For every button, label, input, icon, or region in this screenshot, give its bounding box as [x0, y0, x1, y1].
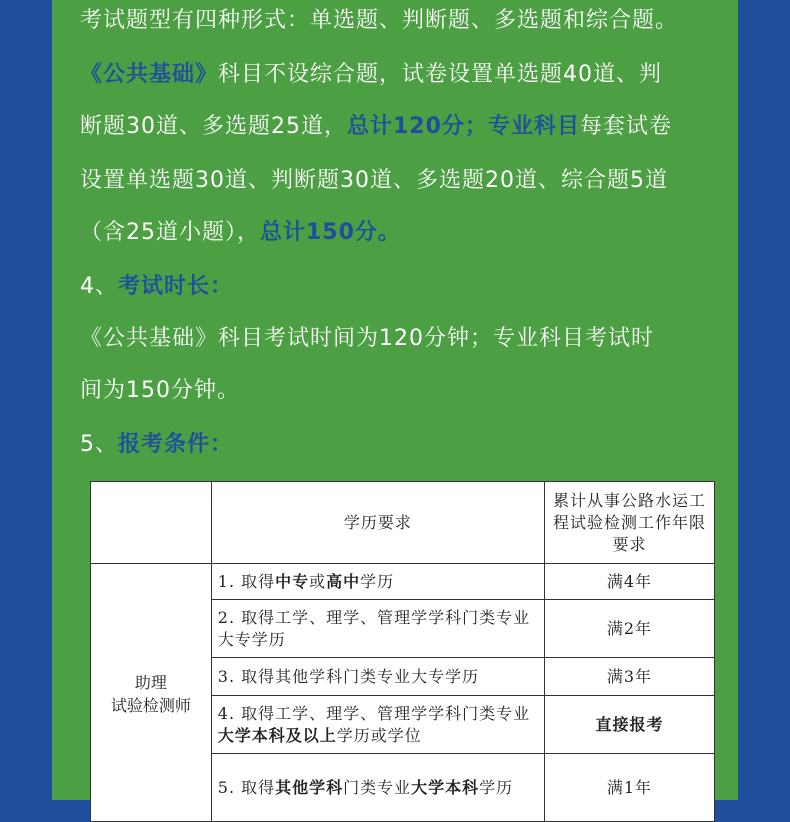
education-cell: 3. 取得其他学科门类专业大专学历 — [211, 658, 544, 696]
row1-bold-b: 高中 — [326, 571, 361, 591]
sub-questions-text: （含25道小题）， — [80, 220, 260, 245]
header-work-years: 累计从事公路水运工程试验检测工作年限要求 — [544, 482, 714, 564]
section-4-heading — [80, 272, 233, 302]
row5-bold-b: 大学本科 — [411, 777, 480, 797]
years-cell: 满1年 — [544, 754, 714, 822]
text-line-5 — [80, 218, 401, 248]
row1-text-b: 或 — [309, 571, 327, 591]
education-cell — [211, 564, 544, 600]
public-basics-highlight: 《公共基础》 — [80, 62, 219, 87]
text-line-7 — [80, 376, 240, 406]
text-line-2 — [80, 60, 662, 90]
exam-types-text: 考试题型有四种形式：单选题、判断题、多选题和综合题。 — [80, 8, 679, 33]
text-line-1 — [80, 6, 678, 36]
group-name-line-2: 试验检测师 — [110, 695, 191, 715]
table-header-row — [91, 482, 715, 564]
years-cell: 满4年 — [544, 564, 714, 600]
section-5-number: 5、 — [80, 432, 118, 457]
professional-questions-text: 设置单选题30道、判断题30道、多选题20道、综合题5道 — [80, 168, 668, 193]
education-cell — [211, 696, 544, 754]
row4-bold: 大学本科及以上 — [217, 725, 337, 745]
duration-text: 《公共基础》科目考试时间为120分钟；专业科目考试时 — [80, 326, 654, 351]
total-120-highlight: 总计120分； — [347, 114, 488, 139]
question-count-text: 断题30道、多选题25道， — [80, 114, 347, 139]
row5-bold-a: 其他学科 — [275, 777, 344, 797]
row1-text-a: 1. 取得 — [217, 571, 276, 591]
header-education: 学历要求 — [211, 482, 544, 564]
row1-bold-a: 中专 — [275, 571, 310, 591]
total-150-highlight: 总计150分。 — [260, 220, 401, 245]
row1-text-c: 学历 — [360, 571, 395, 591]
duration-text-end: 间为150分钟。 — [80, 378, 240, 403]
text-line-4 — [80, 166, 668, 196]
professional-subject-highlight: 专业科目 — [487, 114, 580, 139]
table-row — [91, 564, 715, 600]
text-line-6 — [80, 324, 654, 354]
education-cell — [211, 754, 544, 822]
years-cell: 满3年 — [544, 658, 714, 696]
group-name-line-1: 助理 — [134, 672, 167, 692]
section-4-number: 4、 — [80, 274, 118, 299]
row4-text-a: 4. 取得工学、理学、管理学学科门类专业 — [217, 703, 531, 723]
row5-text-c: 学历 — [479, 777, 514, 797]
section-4-title: 考试时长： — [118, 274, 234, 299]
education-cell: 2. 取得工学、理学、管理学学科门类专业大专学历 — [211, 600, 544, 658]
public-basics-text: 科目不设综合题，试卷设置单选题40道、判 — [218, 62, 663, 87]
row5-text-a: 5. 取得 — [217, 777, 276, 797]
row4-text-b: 学历或学位 — [336, 725, 422, 745]
requirements-table — [90, 481, 715, 822]
header-empty-cell — [91, 482, 212, 564]
group-name-cell — [91, 564, 212, 822]
years-cell: 直接报考 — [544, 696, 714, 754]
row5-text-b: 门类专业 — [343, 777, 412, 797]
section-5-heading — [80, 430, 233, 460]
text-line-3 — [80, 112, 672, 142]
years-cell: 满2年 — [544, 600, 714, 658]
per-set-text: 每套试卷 — [579, 114, 672, 139]
section-5-title: 报考条件： — [118, 432, 234, 457]
